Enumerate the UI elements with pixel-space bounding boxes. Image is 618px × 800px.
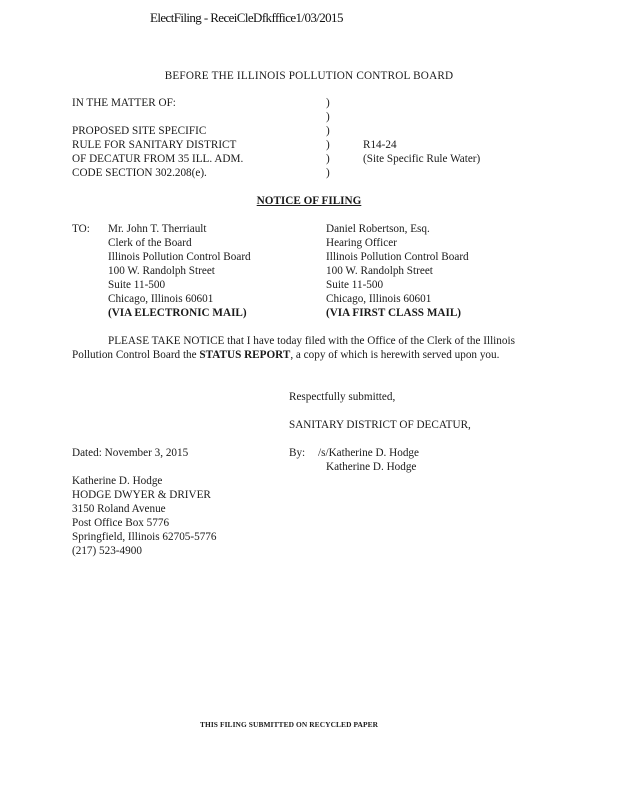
delivery-method-mail: (VIA FIRST CLASS MAIL) [326,307,462,319]
document-title: STATUS REPORT [199,349,291,361]
board-heading: BEFORE THE ILLINOIS POLLUTION CONTROL BOARD [164,70,454,82]
attorney-line: Springfield, Illinois 62705-5776 [72,531,217,543]
signer-name: Katherine D. Hodge [326,461,417,473]
recipient-line: 100 W. Randolph Street [108,265,215,277]
recipient-line: Illinois Pollution Control Board [108,251,251,263]
notice-text: , a copy of which is herewith served upon you. [290,349,500,361]
caption-paren: ) [326,139,330,151]
attorney-line: 3150 Roland Avenue [72,503,166,515]
filing-stamp: ElectFiling - ReceiCleDfkfffice1/03/2015 [150,10,343,25]
caption-paren: ) [326,125,330,137]
attorney-line: (217) 523-4900 [72,545,142,557]
caption-paren: ) [326,153,330,165]
caption-line: PROPOSED SITE SPECIFIC [72,125,207,137]
recipient-line: Mr. John T. Therriault [108,223,207,235]
recipient-line: Suite 11-500 [326,279,384,291]
recipient-line: Clerk of the Board [108,237,192,249]
caption-line: RULE FOR SANITARY DISTRICT [72,139,237,151]
notice-text: PLEASE TAKE NOTICE that I have today filed with the Office of the Clerk of the Illinois Pollution Control Board the [72,335,515,361]
attorney-line: Katherine D. Hodge [72,475,163,487]
signature: /s/Katherine D. Hodge [318,447,419,459]
caption-paren: ) [326,111,330,123]
recipient-line: 100 W. Randolph Street [326,265,433,277]
recycled-paper-footer: THIS FILING SUBMITTED ON RECYCLED PAPER [199,720,379,729]
caption-paren: ) [326,167,330,179]
caption-line: CODE SECTION 302.208(e). [72,167,207,179]
attorney-line: Post Office Box 5776 [72,517,170,529]
case-number: R14-24 [363,139,397,151]
closing-party: SANITARY DISTRICT OF DECATUR, [289,419,471,431]
notice-title: NOTICE OF FILING [256,195,362,207]
recipient-line: Chicago, Illinois 60601 [326,293,432,305]
dated-line: Dated: November 3, 2015 [72,447,189,459]
notice-paragraph [72,334,540,362]
by-label: By: [289,447,306,459]
closing-respectfully: Respectfully submitted, [289,391,396,403]
recipient-line: Suite 11-500 [108,279,166,291]
recipient-line: Chicago, Illinois 60601 [108,293,214,305]
case-type: (Site Specific Rule Water) [363,153,481,165]
caption-paren: ) [326,97,330,109]
delivery-method-electronic: (VIA ELECTRONIC MAIL) [108,307,247,319]
recipient-line: Hearing Officer [326,237,397,249]
matter-label: IN THE MATTER OF: [72,97,176,109]
recipient-line: Illinois Pollution Control Board [326,251,469,263]
caption-line: OF DECATUR FROM 35 ILL. ADM. [72,153,244,165]
to-label: TO: [72,223,90,235]
recipient-line: Daniel Robertson, Esq. [326,223,430,235]
attorney-line: HODGE DWYER & DRIVER [72,489,211,501]
